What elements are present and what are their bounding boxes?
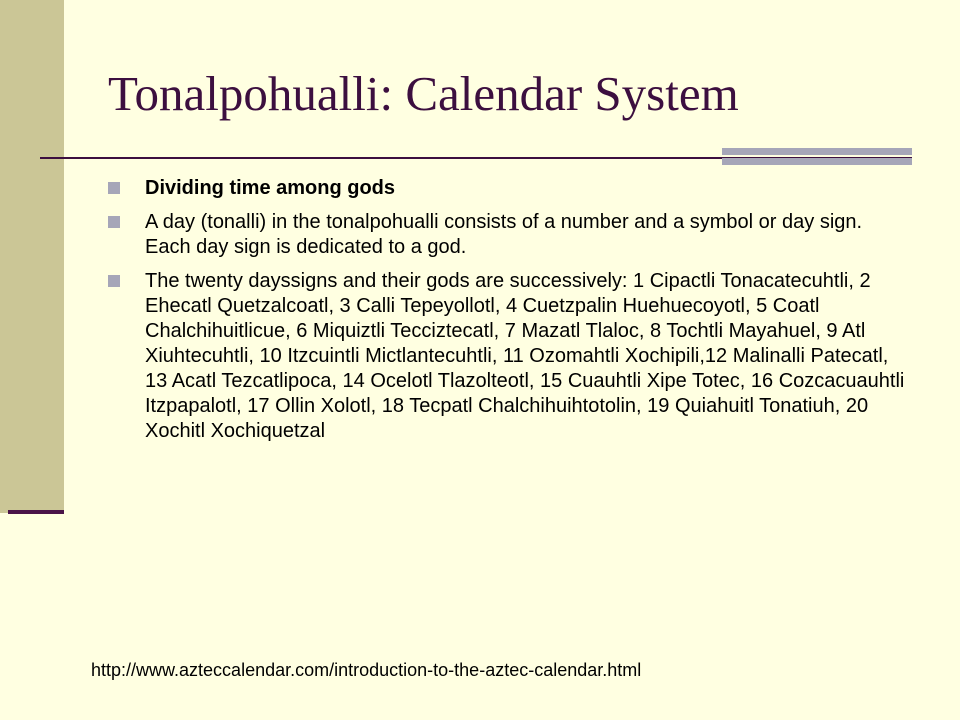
bullet-text: Dividing time among gods: [145, 177, 396, 199]
bullet-text: A day (tonalli) in the tonalpohualli consists of a number and a symbol or day sign. Each day sign is dedicated to a god.: [145, 211, 863, 258]
square-bullet-icon: [108, 216, 120, 228]
source-url: http://www.azteccalendar.com/introduction-to-the-aztec-calendar.html: [91, 660, 642, 680]
slide-title: Tonalpohualli: Calendar System: [108, 66, 739, 121]
title-accent-bar: [722, 148, 912, 165]
square-bullet-icon: [108, 275, 120, 287]
left-accent-line: [8, 510, 64, 514]
bullet-item: [108, 176, 908, 201]
bullet-item: [108, 269, 908, 444]
bullet-item: [108, 210, 908, 260]
square-bullet-icon: [108, 182, 120, 194]
left-decorative-band: [0, 0, 64, 513]
bullet-list: [108, 176, 908, 453]
bullet-text: The twenty dayssigns and their gods are successively: 1 Cipactli Tonacatecuhtli, 2 Ehecatl Quetzalcoatl, 3 Calli Tepeyollotl, 4 Cuetzpalin Huehuecoyotl, 5 Coatl Chalchihuitlicue, 6 Miquiztli Tecciztecatl, 7 Mazatl Tlaloc, 8 Tochtli Mayahuel, 9 Atl Xiuhtecuhtli, 10 Itzcuintli Mictlantecuhtli, 11 Ozomahtli Xochipili,12 Malinalli Patecatl, 13 Acatl Tezcatlipoca, 14 Ocelotl Tlazolteotl, 15 Cuauhtli Xipe Totec, 16 Cozcacuauhtli Itzpapalotl, 17 Ollin Xolotl, 18 Tecpatl Chalchihuihtotolin, 19 Quiahuitl Tonatiuh, 20 Xochitl Xochiquetzal: [145, 270, 905, 442]
